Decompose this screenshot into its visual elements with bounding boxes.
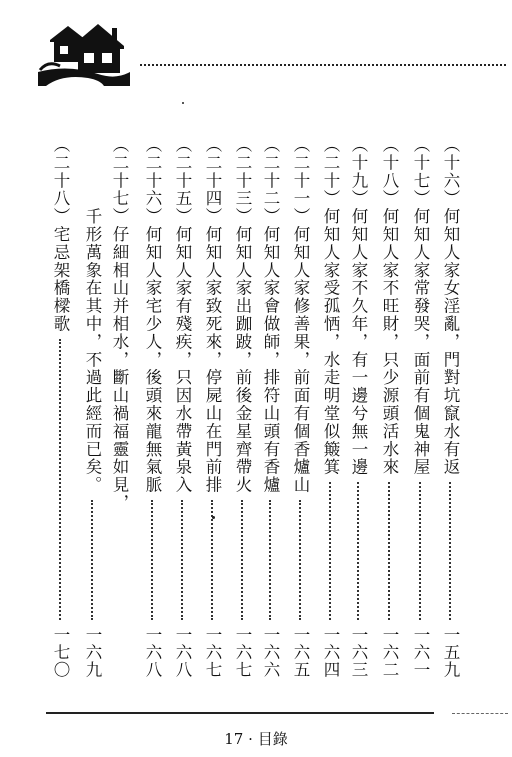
toc-entry[interactable] [48,136,72,686]
dot-leader [299,500,301,620]
dot-leader [329,482,331,620]
print-speck [182,102,184,104]
toc-entry[interactable] [80,136,104,686]
toc-entry-page: 一六六 [261,626,280,679]
footer-separator: · [248,730,253,748]
dot-leader [357,482,359,620]
dot-leader [151,500,153,620]
dot-leader [419,482,421,620]
toc-entry-page: 一六四 [321,626,340,679]
toc-entry-title: （十七）何知人家常發哭，面前有個鬼神屋 [411,136,430,477]
toc-entry-page: 一六三 [349,626,368,679]
footer-rule [46,712,434,714]
toc-entry-page: 一六一 [411,626,430,679]
toc-entry-title: （十九）何知人家不久年，有一邊兮無一邊 [349,136,368,477]
toc-entry-page: 一六二 [380,626,399,679]
house-logo-icon [38,20,130,86]
toc-entry-title: （十六）何知人家女淫亂，門對坑竄水有返 [441,136,460,477]
page-footer [0,728,512,749]
toc-entry-title: （二十二）何知人家會做師，排符山頭有香爐 [261,136,280,494]
toc-entry-title: （二十六）何知人家宅少人，後頭來龍無氣脈 [143,136,162,494]
toc-entry-title: （二十四）何知人家致死來，停屍山在門前排 [203,136,222,494]
toc-entry[interactable] [230,136,254,686]
dot-leader [269,500,271,620]
toc-entry[interactable] [377,136,401,686]
toc-entry[interactable] [318,136,342,686]
toc-entry[interactable] [346,136,370,686]
dot-leader [449,482,451,620]
dot-leader [59,339,61,620]
toc-entry-page: 一六七 [233,626,252,679]
header-dotted-rule [140,64,506,66]
toc-entry[interactable] [288,136,312,686]
toc-entry-page: 一六八 [173,626,192,679]
toc-entry[interactable] [170,136,194,686]
print-speck [212,516,215,519]
toc-entry-title: （二十一）何知人家修善果，前面有個香爐山 [291,136,310,494]
toc-entry-title: （二十三）何知人家出跏跛，前後金星齊帶火 [233,136,252,494]
toc-entry-title: （二十七）仔細相山并相水，斷山禍福靈如見， [110,136,129,512]
toc-entry-page: 一六七 [203,626,222,679]
dot-leader [181,500,183,620]
toc-entry-page: 一五九 [441,626,460,679]
dot-leader [91,500,93,620]
toc-entry-title: （二十五）何知人家有殘疾，只因水帶黃泉入 [173,136,192,494]
toc-entry-page: 一六九 [83,626,102,679]
toc-entry-title: 千形萬象在其中，不過此經而已矣。 [83,136,102,494]
toc-entry[interactable] [258,136,282,686]
footer-dashed-rule [452,713,508,714]
toc-entry[interactable] [140,136,164,686]
toc-entry[interactable] [200,136,224,686]
toc-entry-title: （十八）何知人家不旺財，只少源頭活水來 [380,136,399,477]
section-title: 目錄 [257,730,288,748]
toc-entry-page: 一六八 [143,626,162,679]
page-number: 17 [224,730,244,748]
toc-entry-title: （二十八）宅忌架橋樑歌 [51,136,70,333]
toc-entry-page: 一六五 [291,626,310,679]
toc-entry-page: 一七〇 [51,626,70,679]
toc-entry-title: （二十）何知人家受孤恓，水走明堂似簸箕 [321,136,340,477]
toc-entry[interactable] [408,136,432,686]
toc-entry[interactable] [438,136,462,686]
toc-entry[interactable] [107,136,131,686]
dot-leader [388,482,390,620]
dot-leader [241,500,243,620]
